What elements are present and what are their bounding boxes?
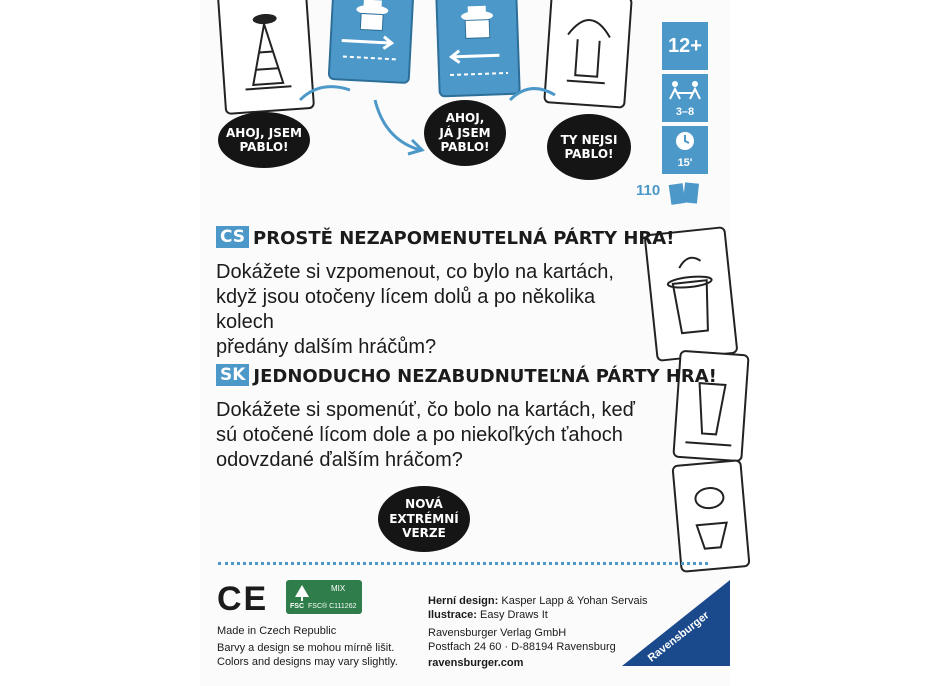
cs-heading xyxy=(216,226,674,249)
sk-heading xyxy=(216,364,717,387)
time-badge xyxy=(662,126,708,174)
new-version-bubble xyxy=(378,486,470,552)
cards-stack-icon xyxy=(666,180,710,208)
sk-description xyxy=(216,398,656,473)
illus-label: Ilustrace: xyxy=(428,609,477,621)
card-count xyxy=(636,182,660,199)
speech-text: AHOJ, JSEM PABLO! xyxy=(226,125,302,154)
sk-line: Dokážete si spomenúť, čo bolo na kartách, keď xyxy=(216,399,635,421)
vary-cz-text: Barvy a design se mohou mírně lišit. xyxy=(217,642,395,654)
speech-text: AHOJ, JÁ JSEM PABLO! xyxy=(439,111,491,155)
tree-icon xyxy=(292,583,312,603)
speech-bubble-1 xyxy=(218,112,310,168)
cs-description xyxy=(216,260,656,360)
design-credit xyxy=(428,594,648,608)
players-icon xyxy=(665,79,705,101)
card-count-text: 110 xyxy=(636,182,661,199)
dotted-divider xyxy=(218,562,708,565)
players-badge xyxy=(662,74,708,122)
sk-heading-text: JEDNODUCHO NEZABUDNUTEĽNÁ PÁRTY HRA! xyxy=(253,366,717,387)
sk-line: odovzdané ďalším hráčom? xyxy=(216,449,463,471)
fsc-mix-text: MIX xyxy=(331,584,346,593)
brand-text: Ravensburger xyxy=(645,609,712,665)
new-version-text: NOVÁ EXTRÉMNÍ VERZE xyxy=(389,497,459,541)
cs-language-tag: CS xyxy=(216,226,249,248)
players-text: 3–8 xyxy=(675,106,695,118)
fsc-logo xyxy=(286,580,362,614)
website-link[interactable]: ravensburger.com xyxy=(428,657,524,669)
clock-icon xyxy=(674,130,696,152)
speech-bubble-2 xyxy=(424,100,506,166)
sketch-icon xyxy=(674,461,749,570)
sk-language-tag: SK xyxy=(216,364,249,386)
cs-line: když jsou otočeny lícem dolů a po několika kolech xyxy=(216,286,596,333)
ce-mark xyxy=(217,580,268,619)
time-text: 15' xyxy=(677,157,693,169)
illus-value: Easy Draws It xyxy=(479,609,548,621)
cs-heading-text: PROSTĚ NEZAPOMENUTELNÁ PÁRTY HRA! xyxy=(253,228,675,249)
design-label: Herní design: xyxy=(428,595,499,607)
made-in-text: Made in Czech Republic xyxy=(217,625,337,637)
address-text: Postfach 24 60 · D-88194 Ravensburg xyxy=(428,641,616,653)
speech-bubble-3 xyxy=(547,114,631,180)
sk-line: sú otočené lícom dole a po niekoľkých ťahoch xyxy=(216,424,623,446)
speech-text: TY NEJSI PABLO! xyxy=(560,132,618,161)
age-text: 12+ xyxy=(668,35,702,57)
cs-line: předány dalším hráčům? xyxy=(216,336,437,358)
fsc-logo-text: FSC xyxy=(290,603,304,610)
ce-text: CE xyxy=(217,580,269,618)
cs-line: Dokážete si vzpomenout, co bylo na kartách, xyxy=(216,261,614,283)
fsc-code: FSC® C111262 xyxy=(308,603,357,610)
card-sketch-3 xyxy=(671,459,750,573)
vary-en-text: Colors and designs may vary slightly. xyxy=(217,656,398,668)
publisher-text: Ravensburger Verlag GmbH xyxy=(428,627,567,639)
ravensburger-logo xyxy=(622,580,730,666)
illustration-credit xyxy=(428,608,548,622)
age-badge xyxy=(662,22,708,70)
design-value: Kasper Lapp & Yohan Servais xyxy=(501,595,648,607)
